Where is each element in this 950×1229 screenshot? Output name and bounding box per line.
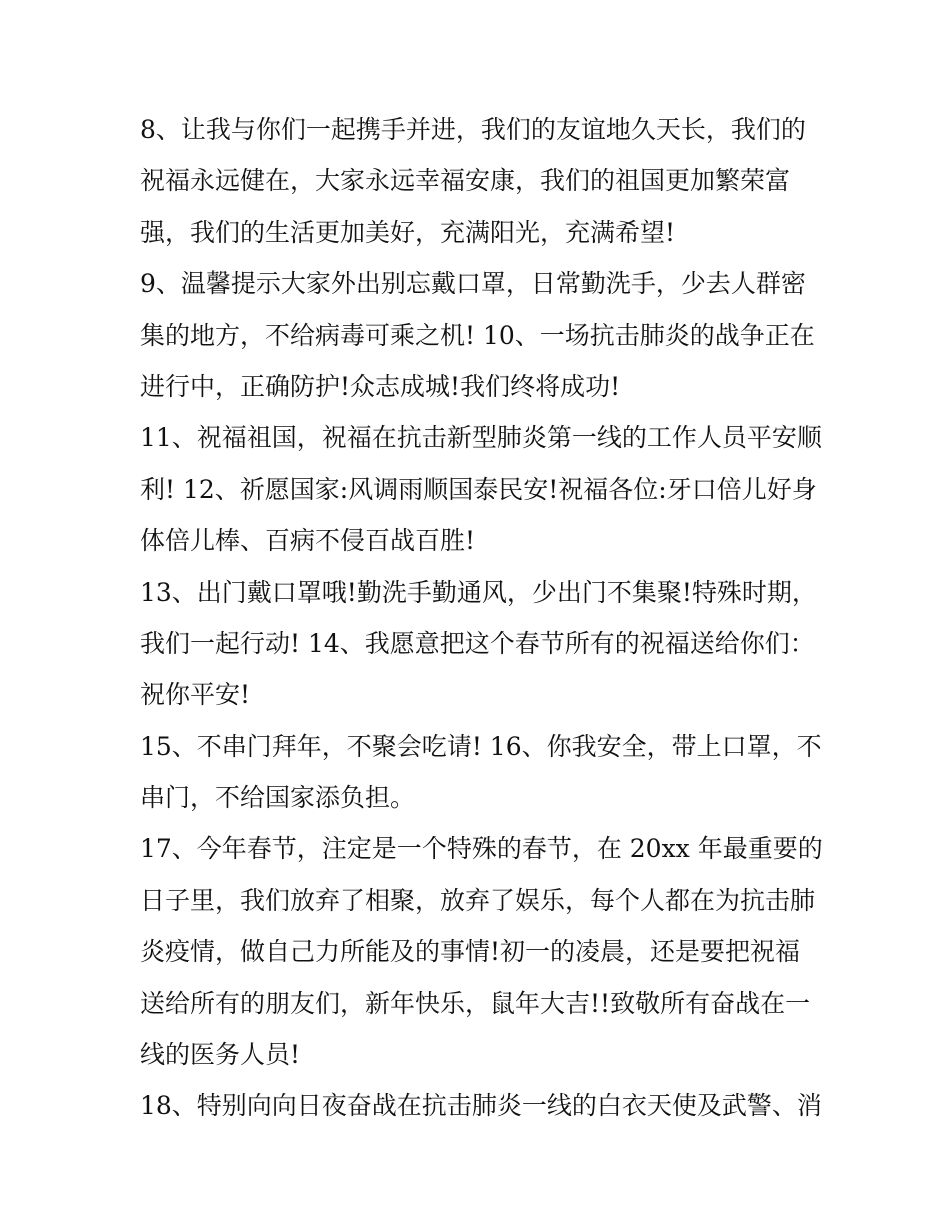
text-line: 线的医务人员! [140,1040,301,1070]
text-line: 我们一起行动! 14、我愿意把这个春节所有的祝福送给你们： [140,628,815,658]
text-line: 17、今年春节，注定是一个特殊的春节，在 20xx 年最重要的 [140,834,823,864]
text-line: 串门，不给国家添负担。 [140,783,416,813]
text-line: 送给所有的朋友们，新年快乐，鼠年大吉!!致敬所有奋战在一 [140,988,811,1018]
text-line: 日子里，我们放弃了相聚，放弃了娱乐，每个人都在为抗击肺 [140,885,816,915]
text-line: 集的地方，不给病毒可乘之机! 10、一场抗击肺炎的战争正在 [140,320,815,350]
paragraph-13-14 [140,567,830,721]
text-line: 祝你平安! [140,680,251,710]
text-line: 炎疫情，做自己力所能及的事情!初一的凌晨，还是要把祝福 [140,937,801,967]
paragraph-11-12 [140,412,830,566]
text-line: 11、祝福祖国，祝福在抗击新型肺炎第一线的工作人员平安顺 [140,423,822,453]
document-body [140,104,830,1132]
paragraph-8 [140,104,830,258]
text-line: 祝福永远健在，大家永远幸福安康，我们的祖国更加繁荣富 [140,166,791,196]
text-line: 13、出门戴口罩哦!勤洗手勤通风，少出门不集聚!特殊时期， [140,577,817,607]
text-line: 利! 12、祈愿国家:风调雨顺国泰民安!祝福各位:牙口倍儿好身 [140,474,817,504]
text-line: 进行中，正确防护!众志成城!我们终将成功! [140,371,621,401]
text-line: 18、特别向向日夜奋战在抗击肺炎一线的白衣天使及武警、消 [140,1091,822,1121]
text-line: 强，我们的生活更加美好，充满阳光，充满希望! [140,217,676,247]
text-line: 8、让我与你们一起携手并进，我们的友谊地久天长，我们的 [140,115,806,144]
paragraph-18 [140,1080,830,1131]
text-line: 15、不串门拜年，不聚会吃请! 16、你我安全，带上口罩，不 [140,731,822,761]
paragraph-15-16 [140,721,830,824]
paragraph-9-10 [140,258,830,412]
text-line: 9、温馨提示大家外出别忘戴口罩，日常勤洗手，少去人群密 [140,269,806,299]
text-line: 体倍儿棒、百病不侵百战百胜! [140,526,476,556]
paragraph-17 [140,823,830,1080]
